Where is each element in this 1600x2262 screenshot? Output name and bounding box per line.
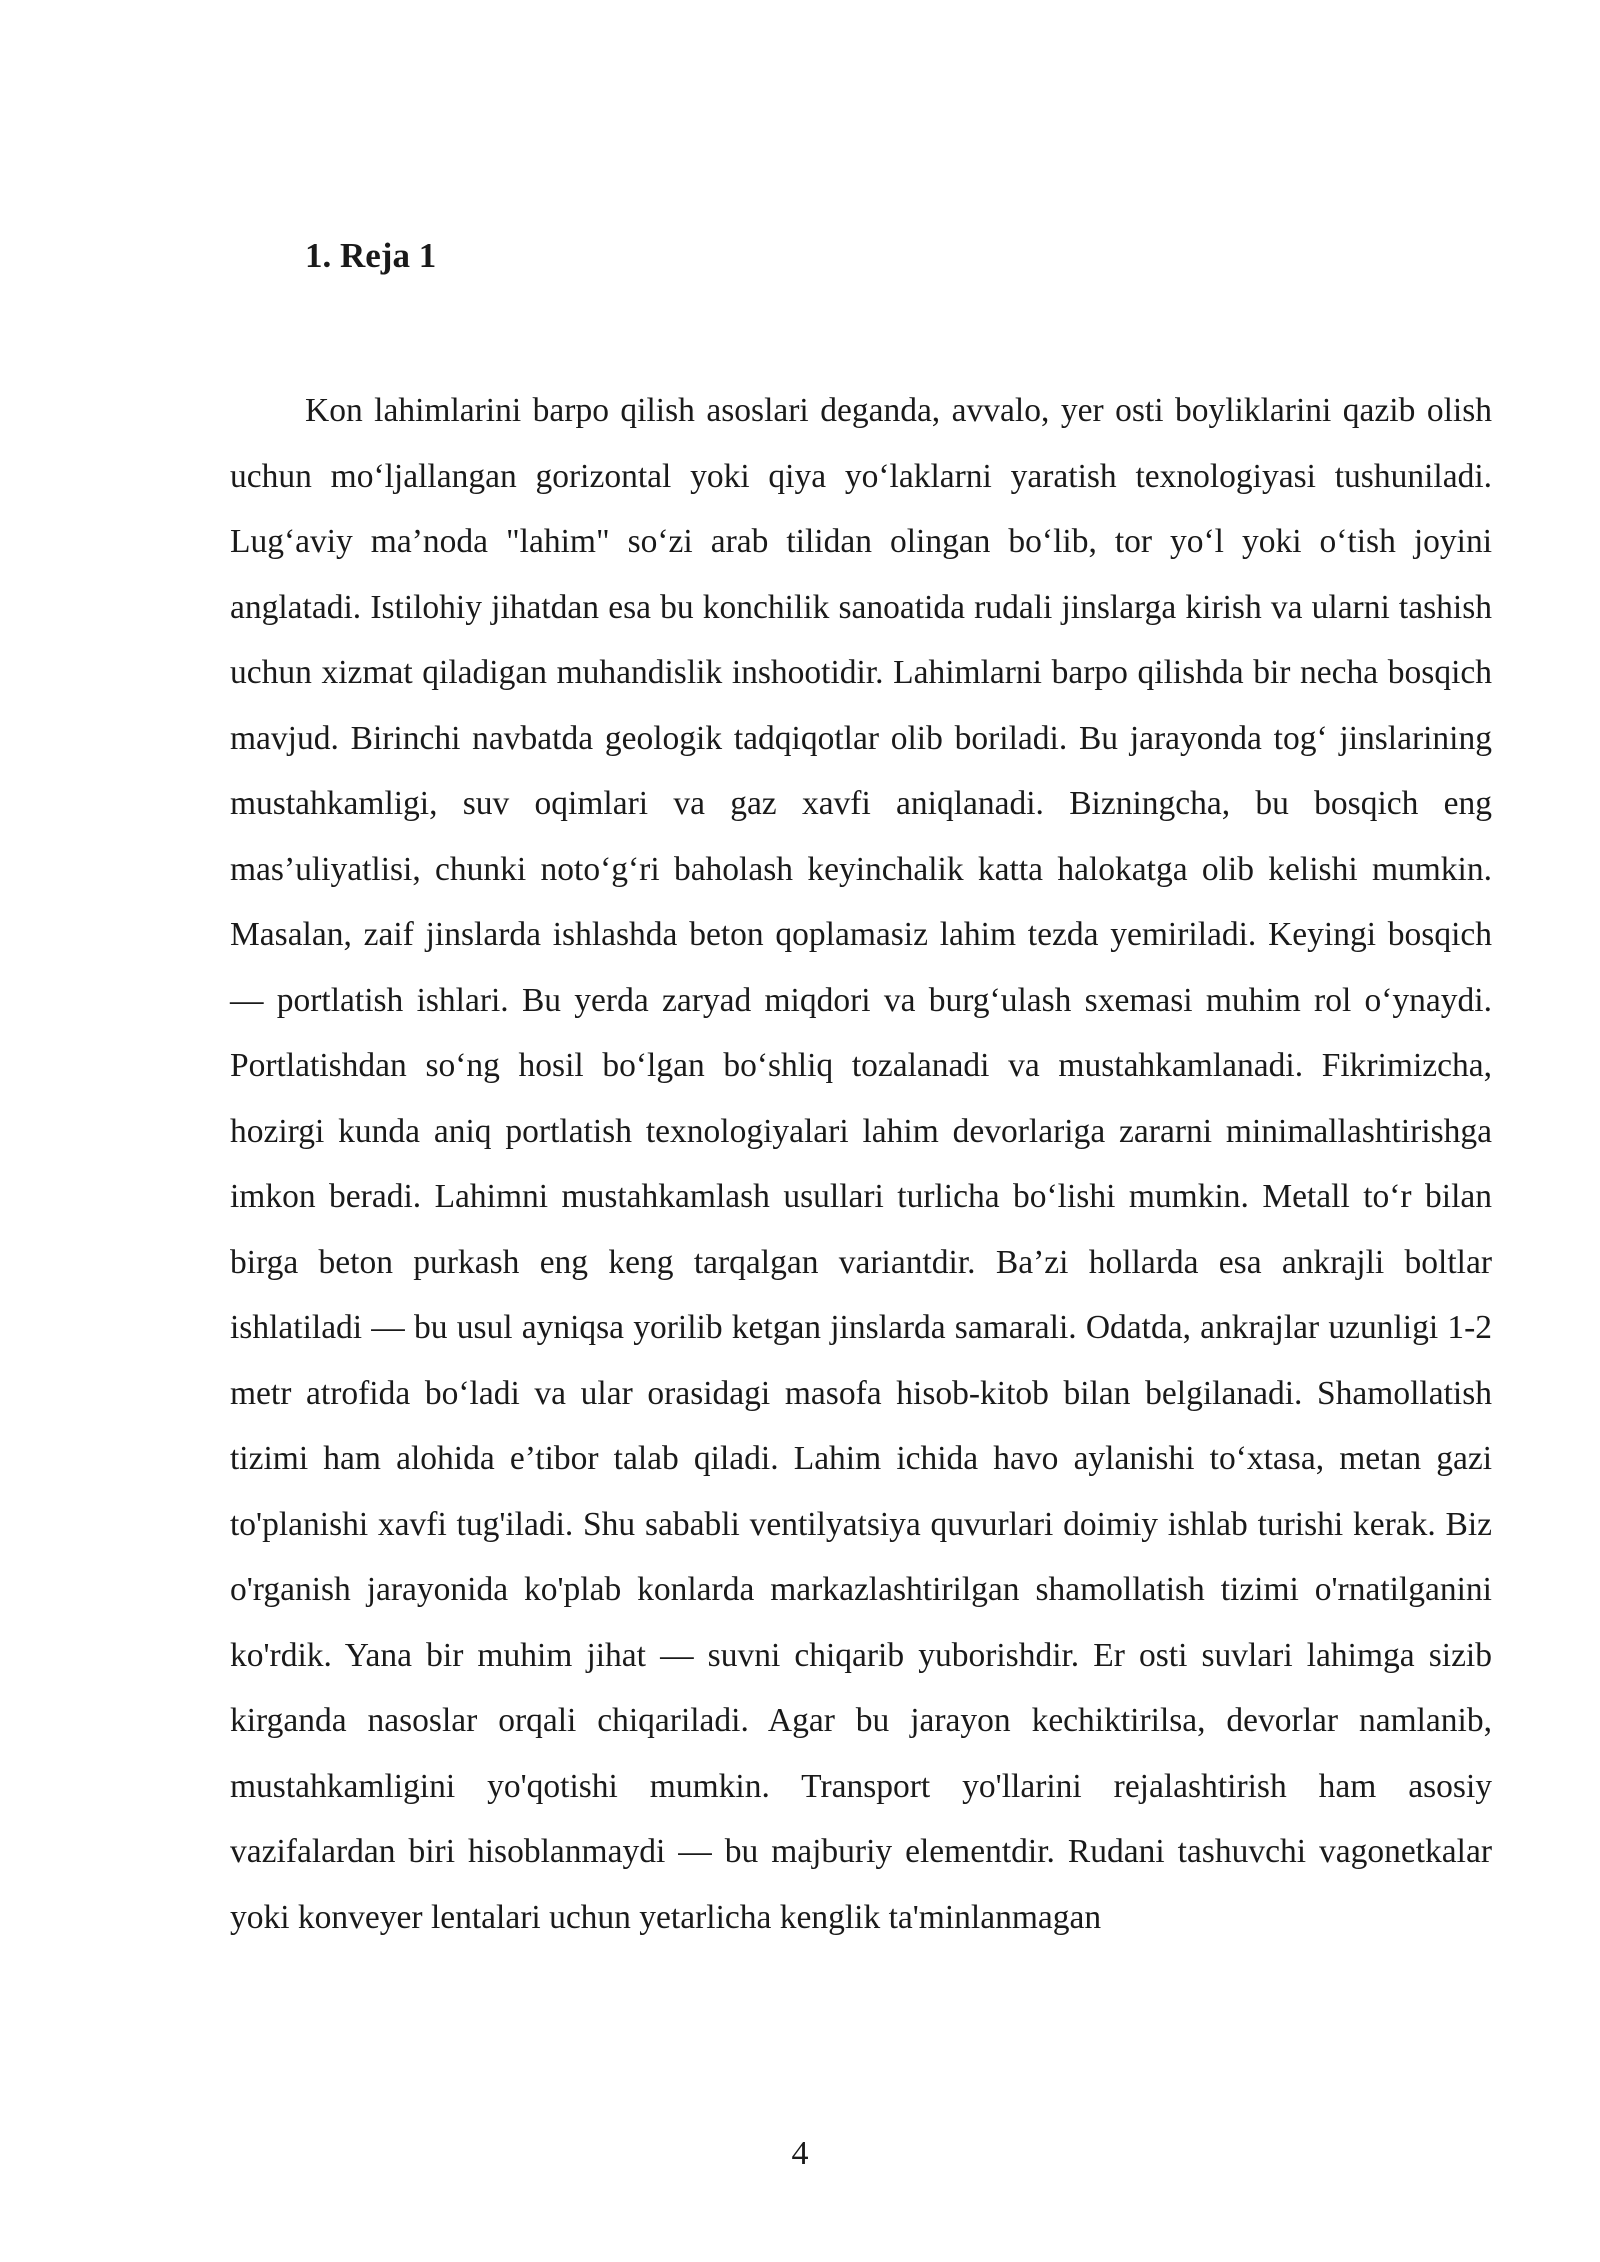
section-heading: 1. Reja 1 [305, 236, 437, 275]
body-paragraph: Kon lahimlarini barpo qilish asoslari deganda, avvalo, yer osti boyliklarini qazib olish uchun mo‘ljallangan gorizontal yoki qiya yo‘laklarni yaratish texnologiyasi tushuniladi. Lug‘aviy ma’noda "lahim" so‘zi arab tilidan olingan bo‘lib, tor yo‘l yoki o‘tish joyini anglatadi. Istilohiy jihatdan esa bu konchilik sanoatida rudali jinslarga kirish va ularni tashish uchun xizmat qiladigan muhandislik inshootidir. Lahimlarni barpo qilishda bir necha bosqich mavjud. Birinchi navbatda geologik tadqiqotlar olib boriladi. Bu jarayonda tog‘ jinslarining mustahkamligi, suv oqimlari va gaz xavfi aniqlanadi. Bizningcha, bu bosqich eng mas’uliyatlisi, chunki noto‘g‘ri baholash keyinchalik katta halokatga olib kelishi mumkin. Masalan, zaif jinslarda ishlashda beton qoplamasiz lahim tezda yemiriladi. Keyingi bosqich — portlatish ishlari. Bu yerda zaryad miqdori va burg‘ulash sxemasi muhim rol o‘ynaydi. Portlatishdan so‘ng hosil bo‘lgan bo‘shliq tozalanadi va mustahkamlanadi. Fikrimizcha, hozirgi kunda aniq portlatish texnologiyalari lahim devorlariga zararni minimallashtirishga imkon beradi. Lahimni mustahkamlash usullari turlicha bo‘lishi mumkin. Metall to‘r bilan birga beton purkash eng keng tarqalgan variantdir. Ba’zi hollarda esa ankrajli boltlar ishlatiladi — bu usul ayniqsa yorilib ketgan jinslarda samarali. Odatda, ankrajlar uzunligi 1-2 metr atrofida bo‘ladi va ular orasidagi masofa hisob-kitob bilan belgilanadi. Shamollatish tizimi ham alohida e’tibor talab qiladi. Lahim ichida havo aylanishi to‘xtasa, metan gazi to'planishi xavfi tug'iladi. Shu sababli ventilyatsiya quvurlari doimiy ishlab turishi kerak. Biz o'rganish jarayonida ko'plab konlarda markazlashtirilgan shamollatish tizimi o'rnatilganini ko'rdik. Yana bir muhim jihat — suvni chiqarib yuborishdir. Er osti suvlari lahimga sizib kirganda nasoslar orqali chiqariladi. Agar bu jarayon kechiktirilsa, devorlar namlanib, mustahkamligini yo'qotishi mumkin. Transport yo'llarini rejalashtirish ham asosiy vazifalardan biri hisoblanmaydi — bu majburiy elementdir. Rudani tashuvchi vagonetkalar yoki konveyer lentalari uchun yetarlicha kenglik ta'minlanmagan [230, 392, 1492, 1936]
page-number: 4 [791, 2135, 809, 2172]
